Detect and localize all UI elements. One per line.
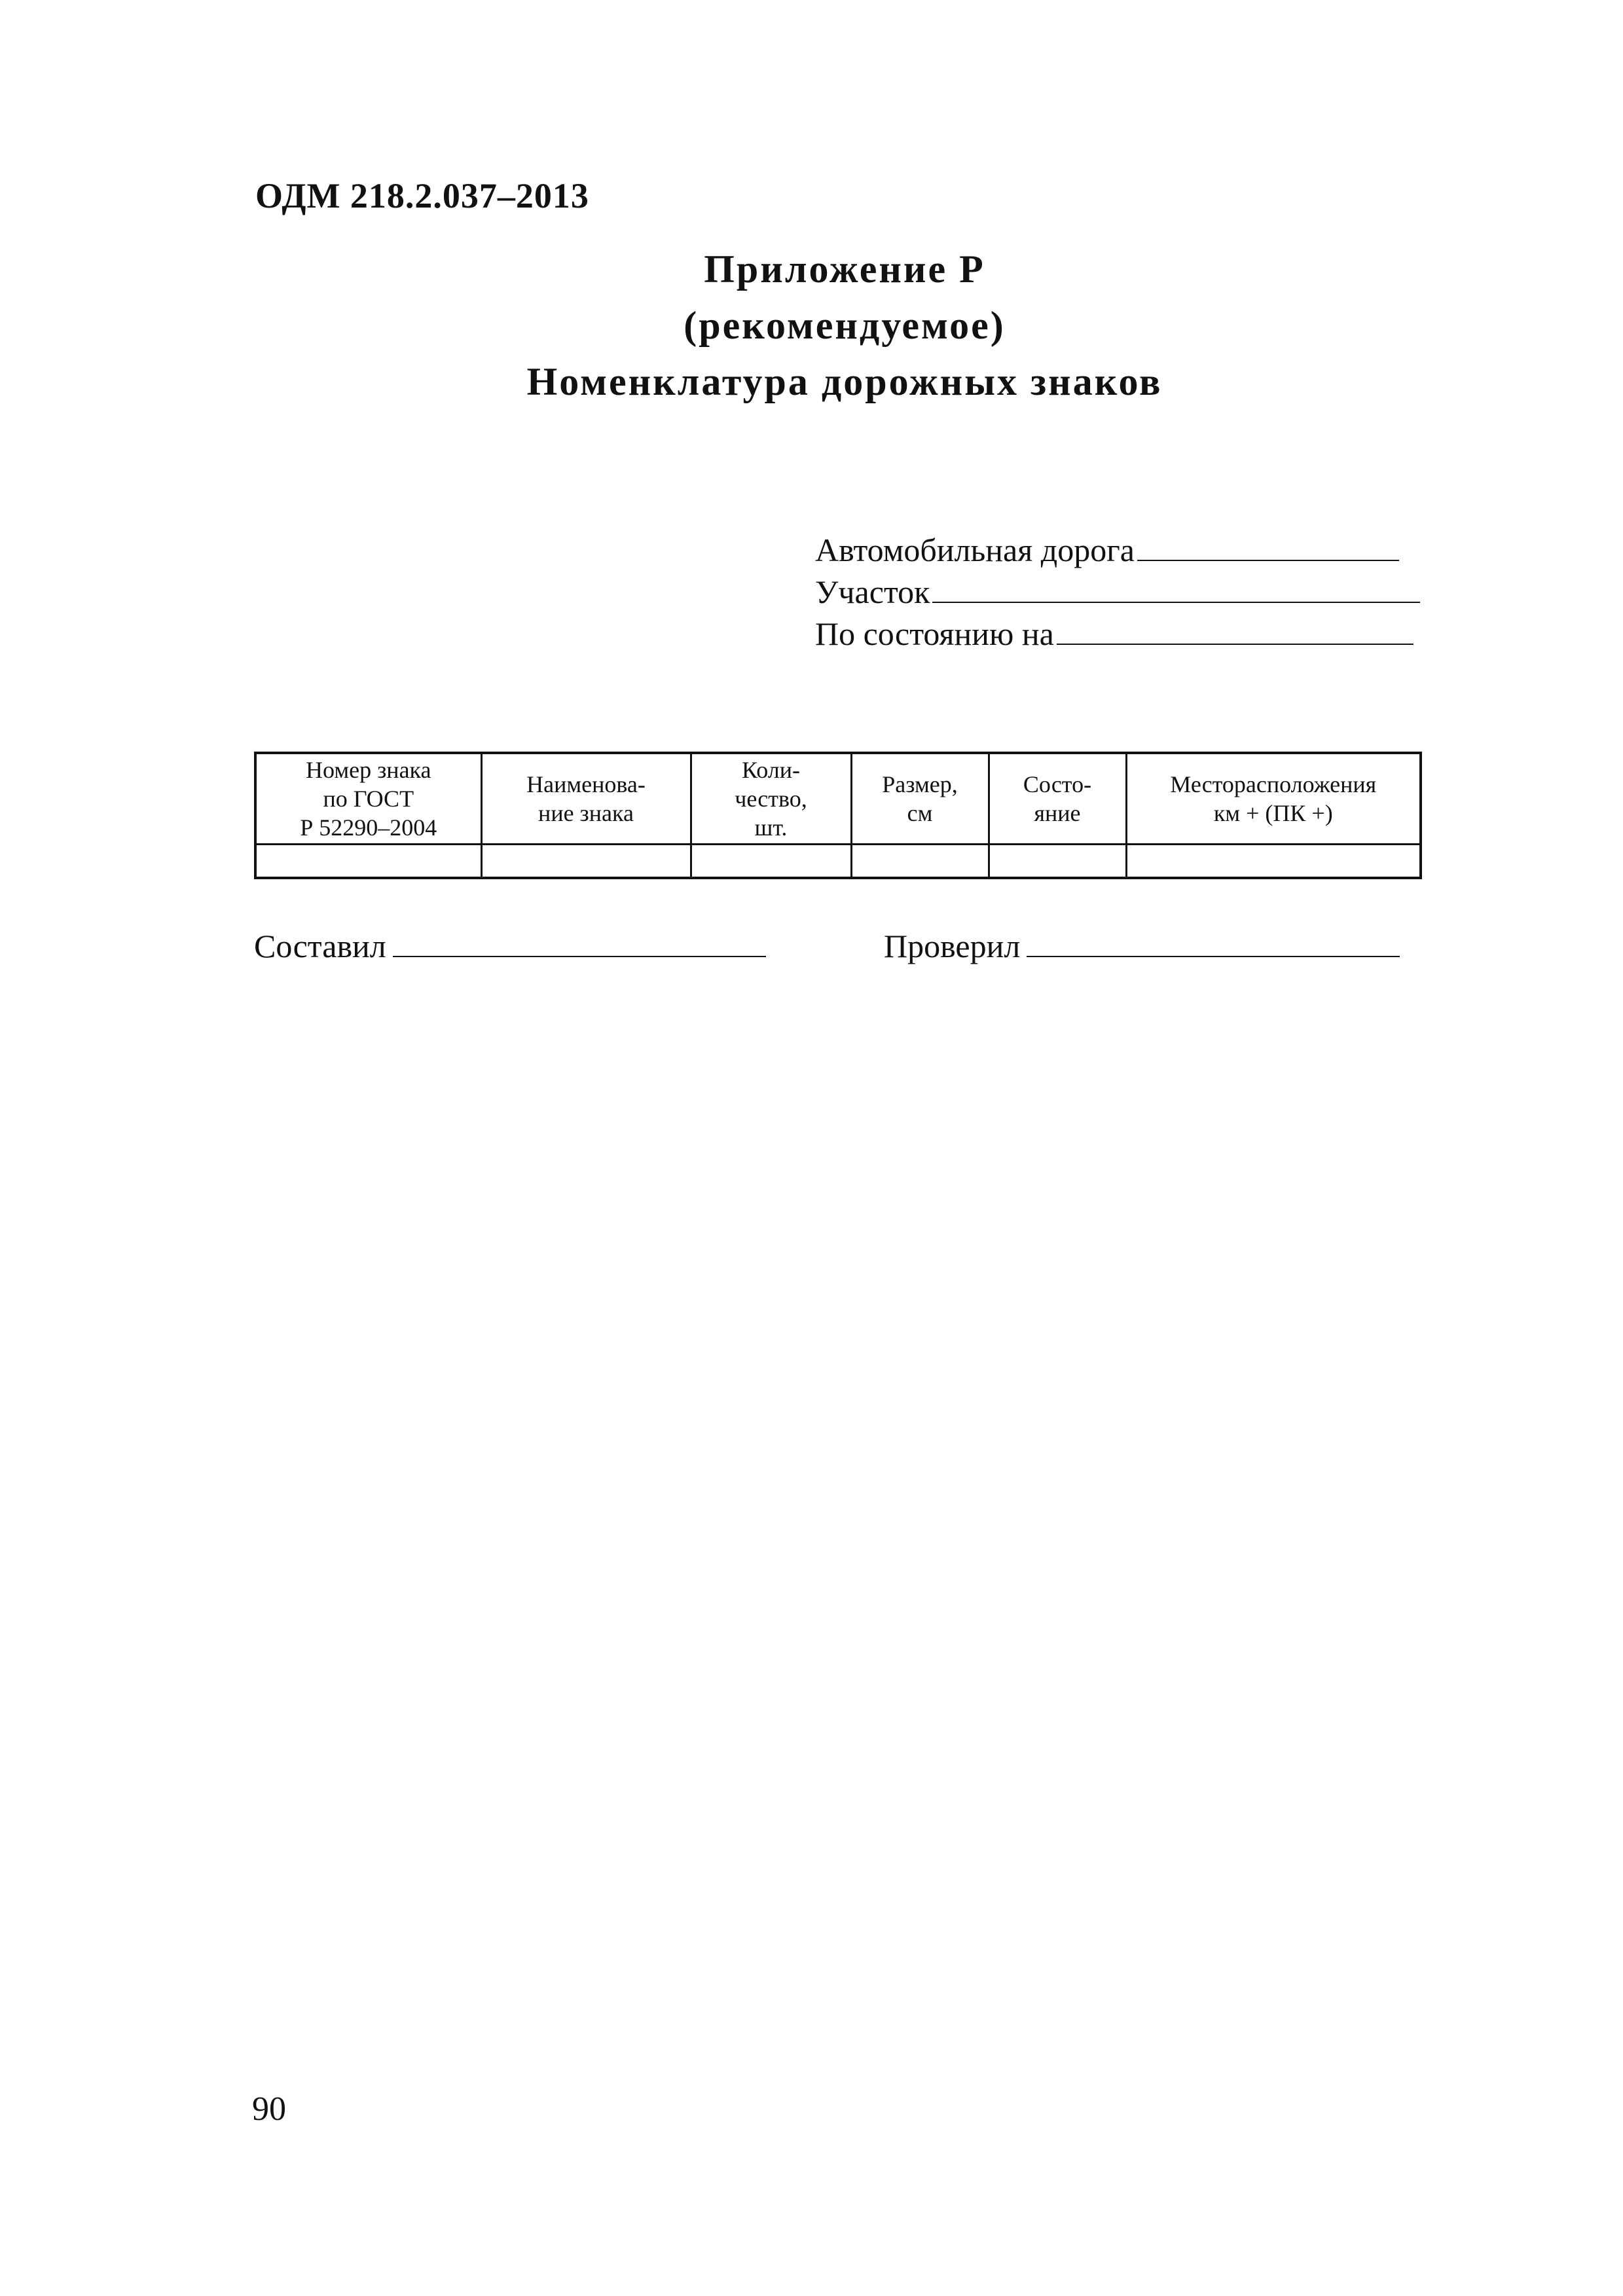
page-number: 90	[252, 2090, 286, 2128]
appendix-title: Приложение Р	[704, 247, 985, 291]
table-header-row	[255, 753, 1421, 845]
column-header-sign-name: Наименова- ние знака	[481, 753, 691, 845]
checked-by-field	[884, 927, 1400, 965]
column-header-sign-number: Номер знака по ГОСТ Р 52290–2004	[255, 753, 481, 845]
table-cell[interactable]	[1126, 845, 1421, 879]
road-field-label: Автомобильная дорога	[815, 532, 1135, 568]
section-field-label: Участок	[815, 574, 930, 610]
table-cell[interactable]	[481, 845, 691, 879]
table-row	[255, 845, 1421, 879]
appendix-title-block	[367, 241, 1322, 410]
as-of-field	[815, 613, 1420, 655]
as-of-field-line[interactable]	[1057, 616, 1413, 645]
table-cell[interactable]	[851, 845, 989, 879]
section-field	[815, 571, 1420, 613]
road-field	[815, 529, 1420, 571]
table-cell[interactable]	[989, 845, 1126, 879]
checked-by-label: Проверил	[884, 928, 1021, 964]
compiled-by-line[interactable]	[393, 927, 766, 957]
document-code: ОДМ 218.2.037–2013	[255, 176, 589, 215]
column-header-size: Размер, см	[851, 753, 989, 845]
section-field-line[interactable]	[932, 574, 1420, 603]
table-cell[interactable]	[255, 845, 481, 879]
compiled-by-field	[254, 927, 766, 965]
column-header-location: Месторасположения км + (ПК +)	[1126, 753, 1421, 845]
column-header-condition: Состо- яние	[989, 753, 1126, 845]
form-fields	[815, 529, 1420, 655]
checked-by-line[interactable]	[1027, 927, 1400, 957]
appendix-subject: Номенклатура дорожных знаков	[526, 360, 1163, 403]
table-cell[interactable]	[691, 845, 851, 879]
appendix-status: (рекомендуемое)	[684, 304, 1006, 347]
compiled-by-label: Составил	[254, 928, 386, 964]
road-field-line[interactable]	[1137, 532, 1399, 561]
road-signs-table	[254, 752, 1422, 879]
as-of-field-label: По состоянию на	[815, 615, 1054, 652]
column-header-quantity: Коли- чество, шт.	[691, 753, 851, 845]
